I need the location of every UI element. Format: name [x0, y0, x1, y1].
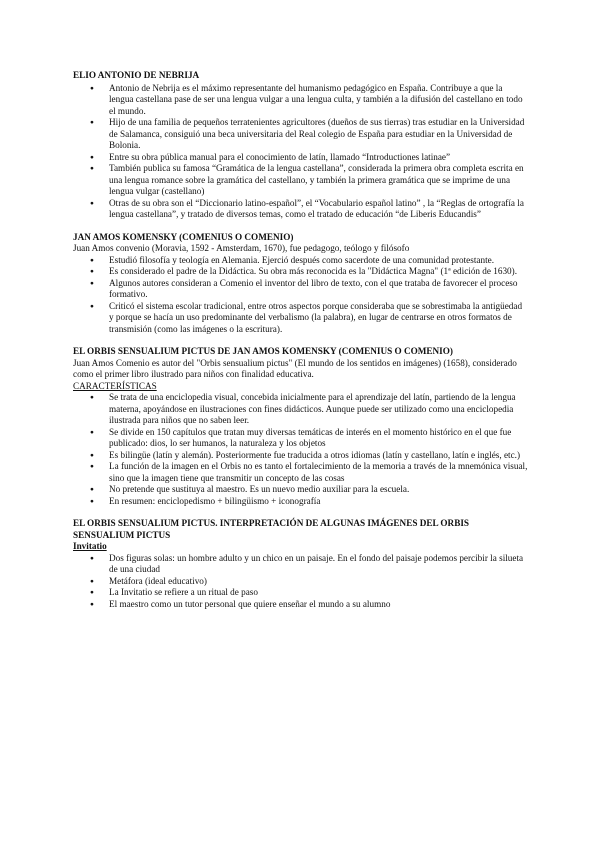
list-item: ● Otras de su obra son el “Diccionario latino-español”, el “Vocabulario español latino” , la “Reglas de ortografía la lengua castellana”, y tratado de diversos temas, como el tratado de educación “de Liberis Educandis” [73, 198, 528, 221]
komensky-intro: Juan Amos convenio (Moravia, 1592 - Amsterdam, 1670), fue pedagogo, teólogo y filósofo [73, 243, 410, 253]
komensky-list [73, 255, 528, 336]
section-title-orbis: EL ORBIS SENSUALIUM PICTUS DE JAN AMOS KOMENSKY (COMENIUS O COMENIO) [73, 346, 453, 356]
list-item: ● La función de la imagen en el Orbis no es tanto el fortalecimiento de la memoria a través de la mnemónica visual, sino que la imagen tiene que transmitir un concepto de las cosas [73, 461, 528, 484]
orbis-intro: Juan Amos Comenio es autor del "Orbis sensualium pictus" (El mundo de los sentidos en imágenes) (1658), considerado como el primer libro ilustrado para niños con finalidad educativa. [73, 357, 517, 379]
list-item: ● Algunos autores consideran a Comenio el inventor del libro de texto, con el que trataba de favorecer el proceso formativo. [73, 278, 528, 301]
list-item: ● Metáfora (ideal educativo) [73, 576, 528, 588]
list-item: ● Dos figuras solas: un hombre adulto y un chico en un paisaje. En el fondo del paisaje podemos percibir la silueta de una ciudad [73, 553, 528, 576]
list-item: ● En resumen: enciclopedismo + bilingüismo + iconografía [73, 496, 528, 508]
list-item: ● Criticó el sistema escolar tradicional, entre otros aspectos porque consideraba que se sobrestimaba la antigüedad y porque se hacía un uso predominante del verbalismo (la palabra), en lugar de centrarse en otros formatos de transmisión (como las imágenes o la escritura). [73, 301, 528, 336]
list-item: ● Hijo de una familia de pequeños terratenientes agricultores (dueños de sus tierras) tras estudiar en la Universidad de Salamanca, consiguió una beca universitaria del Real colegio de España para estudiar en la Universidad de Bolonia. [73, 117, 528, 152]
characteristics-subheading: CARACTERÍSTICAS [73, 380, 157, 391]
section-title-komensky: JAN AMOS KOMENSKY (COMENIUS O COMENIO) [73, 231, 294, 242]
list-item: ● Estudió filosofía y teología en Alemania. Ejerció después como sacerdote de una comunidad protestante. [73, 255, 528, 267]
list-item: ● Entre su obra pública manual para el conocimiento de latín, llamado “Introductiones latinae” [73, 152, 528, 164]
list-item: ● Se trata de una enciclopedia visual, concebida inicialmente para el aprendizaje del latín, partiendo de la lengua materna, apoyándose en ilustraciones con fines didácticos. Aunque puede ser utilizado como una enciclopedia ilustrada para niños que no saben leer. [73, 392, 528, 427]
list-item: ● También publica su famosa “Gramática de la lengua castellana”, considerada la primera obra completa escrita en una lengua romance sobre la gramática del castellano, y también la primera gramática que se imprime de una lengua vulgar (castellano) [73, 163, 528, 198]
list-item: ● Se divide en 150 capítulos que tratan muy diversas temáticas de interés en el momento histórico en el que fue publicado: dios, lo ser humanos, la naturaleza y los objetos [73, 427, 528, 450]
invitatio-list [73, 553, 528, 611]
list-item: ● El maestro como un tutor personal que quiere enseñar el mundo a su alumno [73, 599, 528, 611]
section-title-nebrija: ELIO ANTONIO DE NEBRIJA [73, 70, 200, 80]
list-item: ● La Invitatio se refiere a un ritual de paso [73, 587, 528, 599]
list-item: ● No pretende que sustituya al maestro. Es un nuevo medio auxiliar para la escuela. [73, 484, 528, 496]
section-title-interpretation: EL ORBIS SENSUALIUM PICTUS. INTERPRETACIÓN DE ALGUNAS IMÁGENES DEL ORBIS SENSUALIUM PICTUS [73, 518, 470, 540]
list-item: ● Es bilingüe (latín y alemán). Posteriormente fue traducida a otros idiomas (latín y castellano, latín e inglés, etc.) [73, 450, 528, 462]
characteristics-list [73, 392, 528, 507]
invitatio-subheading: Invitatio [73, 541, 107, 551]
list-item: ● Antonio de Nebrija es el máximo representante del humanismo pedagógico en España. Contribuye a que la lengua castellana pase de ser una lengua vulgar a una lengua culta, y también a la difusión del castellano en todo el mundo. [73, 83, 528, 118]
list-item: ● Es considerado el padre de la Didáctica. Su obra más reconocida es la "Didáctica Magna" (1ª edición de 1630). [73, 266, 528, 278]
document-page [73, 70, 528, 610]
nebrija-list [73, 83, 528, 221]
